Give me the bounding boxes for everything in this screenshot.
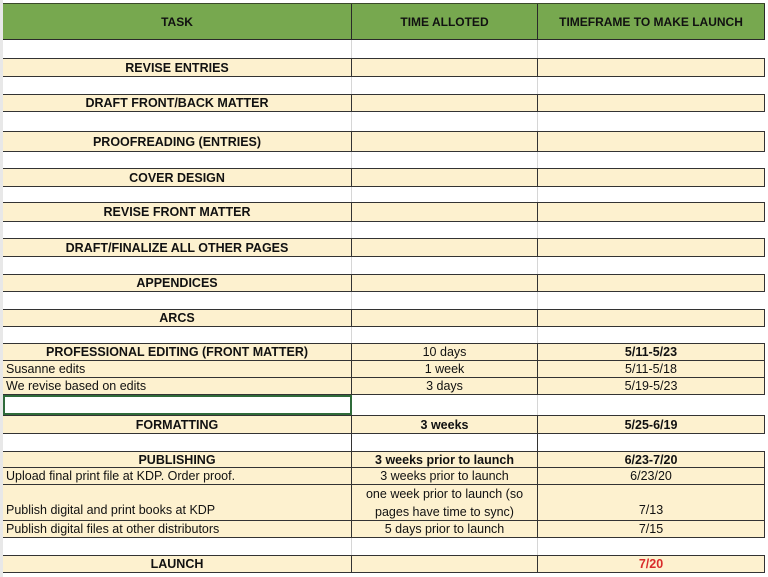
- empty-cell[interactable]: [538, 538, 765, 555]
- time-cell[interactable]: [352, 95, 538, 111]
- table-row-susanne-edits: [3, 361, 765, 378]
- time-cell[interactable]: 3 weeks prior to launch: [352, 452, 538, 467]
- task-cell[interactable]: DRAFT/FINALIZE ALL OTHER PAGES: [3, 239, 352, 256]
- timeframe-cell[interactable]: [538, 95, 765, 111]
- empty-cell[interactable]: [352, 222, 538, 238]
- empty-cell[interactable]: [3, 40, 352, 58]
- table-row-launch: [3, 555, 765, 573]
- timeframe-cell[interactable]: 5/11-5/18: [538, 361, 765, 377]
- table-row-upload-print-file: [3, 468, 765, 485]
- selected-empty-cell[interactable]: [3, 395, 352, 415]
- timeframe-cell[interactable]: 7/15: [538, 521, 765, 537]
- time-cell[interactable]: [352, 556, 538, 572]
- timeframe-cell[interactable]: 7/13: [538, 485, 765, 520]
- task-cell[interactable]: Susanne edits: [3, 361, 352, 377]
- blank-row: [3, 327, 765, 343]
- empty-cell[interactable]: [538, 222, 765, 238]
- time-cell[interactable]: [352, 59, 538, 76]
- blank-row: [3, 152, 765, 168]
- task-cell[interactable]: REVISE FRONT MATTER: [3, 203, 352, 221]
- blank-row: [3, 538, 765, 555]
- timeframe-cell[interactable]: [538, 275, 765, 291]
- task-cell[interactable]: Publish digital and print books at KDP: [3, 485, 352, 520]
- empty-cell[interactable]: [3, 222, 352, 238]
- timeframe-cell[interactable]: 5/11-5/23: [538, 344, 765, 360]
- blank-row: [3, 40, 765, 58]
- empty-cell[interactable]: [3, 327, 352, 343]
- time-cell[interactable]: [352, 203, 538, 221]
- time-cell[interactable]: 3 weeks prior to launch: [352, 468, 538, 484]
- table-row-arcs: [3, 309, 765, 327]
- time-cell[interactable]: one week prior to launch (so pages have time to sync): [352, 485, 538, 520]
- empty-cell[interactable]: [352, 187, 538, 202]
- empty-cell[interactable]: [3, 187, 352, 202]
- task-cell[interactable]: LAUNCH: [3, 556, 352, 572]
- task-cell[interactable]: APPENDICES: [3, 275, 352, 291]
- header-row: [3, 3, 765, 40]
- table-row-revise-front-matter: [3, 202, 765, 222]
- task-cell[interactable]: We revise based on edits: [3, 378, 352, 394]
- blank-row: [3, 112, 765, 131]
- time-cell[interactable]: [352, 239, 538, 256]
- timeframe-cell[interactable]: [538, 169, 765, 186]
- table-row-cover-design: [3, 168, 765, 187]
- table-row-publish-distributors: [3, 521, 765, 538]
- timeframe-cell[interactable]: 6/23/20: [538, 468, 765, 484]
- empty-cell[interactable]: [538, 395, 765, 415]
- blank-row: [3, 187, 765, 202]
- table-row-draft-front-back: [3, 94, 765, 112]
- blank-row: [3, 257, 765, 274]
- table-row-appendices: [3, 274, 765, 292]
- table-row-we-revise: [3, 378, 765, 395]
- timeframe-cell[interactable]: 5/25-6/19: [538, 416, 765, 433]
- table-row-proofreading: [3, 131, 765, 152]
- task-cell[interactable]: PROOFREADING (ENTRIES): [3, 132, 352, 151]
- time-cell[interactable]: 5 days prior to launch: [352, 521, 538, 537]
- empty-cell[interactable]: [3, 434, 352, 451]
- blank-row: [3, 434, 765, 451]
- empty-cell[interactable]: [3, 292, 352, 309]
- time-cell[interactable]: [352, 169, 538, 186]
- task-cell[interactable]: Publish digital files at other distributors: [3, 521, 352, 537]
- timeframe-cell[interactable]: [538, 59, 765, 76]
- empty-cell[interactable]: [352, 395, 538, 415]
- task-cell[interactable]: PROFESSIONAL EDITING (FRONT MATTER): [3, 344, 352, 360]
- blank-row: [3, 292, 765, 309]
- column-header-timeframe[interactable]: TIMEFRAME TO MAKE LAUNCH: [538, 4, 765, 39]
- empty-cell[interactable]: [352, 257, 538, 274]
- timeframe-cell[interactable]: 5/19-5/23: [538, 378, 765, 394]
- time-cell[interactable]: [352, 310, 538, 326]
- empty-cell[interactable]: [538, 292, 765, 309]
- table-row-formatting: [3, 415, 765, 434]
- task-cell[interactable]: FORMATTING: [3, 416, 352, 433]
- empty-cell[interactable]: [538, 257, 765, 274]
- empty-cell[interactable]: [352, 112, 538, 131]
- empty-cell[interactable]: [352, 152, 538, 168]
- empty-cell[interactable]: [3, 77, 352, 94]
- timeframe-cell[interactable]: 6/23-7/20: [538, 452, 765, 467]
- empty-cell[interactable]: [352, 538, 538, 555]
- task-cell[interactable]: ARCS: [3, 310, 352, 326]
- blank-row: [3, 222, 765, 238]
- empty-cell[interactable]: [538, 112, 765, 131]
- time-cell[interactable]: [352, 275, 538, 291]
- time-cell[interactable]: 10 days: [352, 344, 538, 360]
- empty-cell[interactable]: [352, 292, 538, 309]
- empty-cell[interactable]: [352, 40, 538, 58]
- empty-cell[interactable]: [3, 112, 352, 131]
- column-header-task[interactable]: TASK: [3, 4, 352, 39]
- task-cell[interactable]: COVER DESIGN: [3, 169, 352, 186]
- empty-cell[interactable]: [352, 434, 538, 451]
- time-cell[interactable]: 3 days: [352, 378, 538, 394]
- timeframe-cell[interactable]: [538, 239, 765, 256]
- task-cell[interactable]: DRAFT FRONT/BACK MATTER: [3, 95, 352, 111]
- empty-cell[interactable]: [3, 152, 352, 168]
- time-cell[interactable]: [352, 132, 538, 151]
- empty-cell[interactable]: [538, 327, 765, 343]
- empty-cell[interactable]: [3, 538, 352, 555]
- empty-cell[interactable]: [352, 77, 538, 94]
- empty-cell[interactable]: [538, 40, 765, 58]
- table-row-revise-entries: [3, 58, 765, 77]
- empty-cell[interactable]: [352, 327, 538, 343]
- table-row-publish-kdp: [3, 485, 765, 521]
- time-cell[interactable]: 3 weeks: [352, 416, 538, 433]
- task-cell[interactable]: PUBLISHING: [3, 452, 352, 467]
- empty-cell[interactable]: [538, 152, 765, 168]
- time-cell[interactable]: 1 week: [352, 361, 538, 377]
- timeframe-cell[interactable]: [538, 310, 765, 326]
- spreadsheet-table: [3, 3, 765, 573]
- empty-cell[interactable]: [538, 434, 765, 451]
- timeframe-cell[interactable]: [538, 132, 765, 151]
- empty-cell[interactable]: [538, 187, 765, 202]
- task-cell[interactable]: REVISE ENTRIES: [3, 59, 352, 76]
- launch-date-cell[interactable]: 7/20: [538, 556, 765, 572]
- table-row-professional-editing: [3, 343, 765, 361]
- timeframe-cell[interactable]: [538, 203, 765, 221]
- blank-row: [3, 77, 765, 94]
- table-row-publishing: [3, 451, 765, 468]
- blank-row-selected: [3, 395, 765, 415]
- empty-cell[interactable]: [538, 77, 765, 94]
- column-header-time-alloted[interactable]: TIME ALLOTED: [352, 4, 538, 39]
- empty-cell[interactable]: [3, 257, 352, 274]
- table-row-draft-finalize: [3, 238, 765, 257]
- task-cell[interactable]: Upload final print file at KDP. Order proof.: [3, 468, 352, 484]
